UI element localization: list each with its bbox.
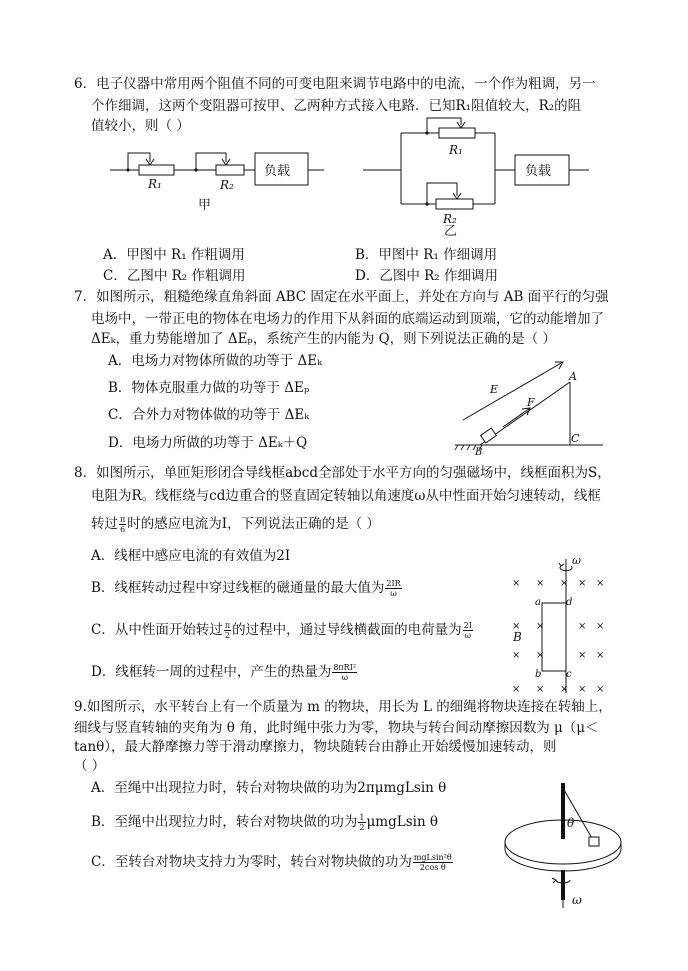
q7-label-b: B	[475, 447, 483, 458]
q9-line-2: 细线与竖直转轴的夹角为 θ 角，此时绳中张力为零，物块与转台间动摩擦因数为 μ（μ＜	[74, 720, 599, 736]
q6-circuit-series	[110, 148, 330, 218]
q6-fig2-load-label: 负载	[525, 164, 552, 179]
svg-text:×: ×	[536, 621, 545, 632]
q9-line-4: （ ）	[74, 758, 106, 774]
q7-option-c: C．合外力对物体做的功等于 ΔEₖ	[108, 407, 310, 423]
q8-option-b: B．线框转动过程中穿过线框的磁通量的最大值为 $\frac{2IR}{\omega}$	[91, 579, 401, 598]
q8-line-2: 电阻为R。线框绕与cd边重合的竖直固定转轴以角速度ω从中性面开始匀速转动，线框	[91, 488, 601, 504]
q9-label-omega: ω	[572, 893, 582, 907]
q7-incline-figure	[455, 360, 605, 460]
svg-text:×: ×	[536, 578, 545, 589]
q8-option-a: A．线框中感应电流的有效值为2I	[91, 548, 291, 564]
q8-option-d: D．线框转一周的过程中，产生的热量为 $\frac{\text{8πRI²}}{\omega}$	[91, 663, 357, 682]
q6-circuit-parallel	[363, 113, 593, 239]
q8-label-d: d	[566, 597, 573, 608]
fraction-2ir-over-omega: $\frac{2IR}{\omega}$	[386, 579, 401, 598]
svg-text:×: ×	[512, 578, 521, 589]
q8-option-c: C．从中性面开始转过 $\frac{\pi}{2}$ 的过程中，通过导线横截面的电荷量为 $\frac{2I}{\omega}$	[91, 621, 472, 640]
svg-text:×: ×	[596, 684, 605, 695]
svg-text:×: ×	[536, 650, 545, 661]
q9-option-a: A．至绳中出现拉力时，转台对物块做的功为2πμmgLsin θ	[91, 780, 447, 796]
q6-option-a: A．甲图中 R₁ 作粗调用	[103, 247, 245, 263]
q6-option-d: D．乙图中 R₂ 作细调用	[355, 268, 498, 284]
q8-label-b-field: B	[513, 630, 522, 644]
q6-option-c: C．乙图中 R₂ 作粗调用	[103, 268, 246, 284]
q6-line-2: 个作细调，这两个变阻器可按甲、乙两种方式接入电路．已知R₁阻值较大，R₂的阻	[91, 98, 582, 114]
q8-line-3: 转过 $\frac{\pi}{6}$ 时的感应电流为I，下列说法正确的是（ ）	[91, 515, 380, 534]
q6-fig2-r1-label: R₁	[449, 143, 463, 157]
svg-text:×: ×	[596, 650, 605, 661]
q7-option-a: A．电场力对物体所做的功等于 ΔEₖ	[108, 353, 323, 369]
svg-text:×: ×	[578, 684, 587, 695]
q6-line-3: 值较小，则（ ）	[91, 118, 190, 134]
q9-option-c: C．至转台对物块支持力为零时，转台对物块做的功为 $\frac{\text{mgLsin²θ}}{\text{2cos θ}}$	[91, 853, 452, 872]
q8-label-b: b	[535, 669, 542, 680]
q6-fig1-load-label: 负载	[264, 164, 291, 179]
svg-text:×: ×	[560, 578, 569, 589]
svg-text:×: ×	[512, 621, 521, 632]
q6-line-1: 6．电子仪器中常用两个阻值不同的可变电阻来调节电路中的电流，一个作为粗调，另一	[74, 76, 596, 92]
q6-option-b: B．甲图中 R₁ 作细调用	[355, 247, 498, 263]
fraction-heat: $\frac{\text{8πRI²}}{\omega}$	[333, 663, 357, 682]
q7-label-f: F	[527, 396, 535, 409]
q9-label-theta: θ	[567, 816, 575, 830]
q6-fig2-r2-label: R₂	[443, 212, 457, 226]
svg-text:×: ×	[578, 578, 587, 589]
q8-label-a: a	[535, 597, 541, 608]
fraction-pi-over-6: $\frac{\pi}{6}$	[120, 515, 126, 534]
q7-label-e: E	[490, 383, 499, 396]
q7-line-2: 电场中，一带正电的物体在电场力的作用下从斜面的底端运动到顶端，它的动能增加了	[91, 311, 604, 327]
q6-fig1-r1-label: R₁	[148, 177, 162, 191]
fraction-2i-over-omega: $\frac{2I}{\omega}$	[463, 621, 472, 640]
q9-line-3: tanθ），最大静摩擦力等于滑动摩擦力，物块随转台由静止开始缓慢加速转动，则	[74, 739, 557, 755]
q8-magnetic-field-figure	[510, 555, 610, 695]
svg-text:×: ×	[512, 650, 521, 661]
q8-line-1: 8．如图所示，单匝矩形闭合导线框abcd全部处于水平方向的匀强磁场中，线框面积为S，	[74, 465, 611, 481]
q7-option-b: B．物体克服重力做的功等于 ΔEₚ	[108, 380, 310, 396]
q6-fig1-r2-label: R₂	[220, 178, 234, 192]
q7-option-d: D．电场力所做的功等于 ΔEₖ＋Q	[108, 435, 308, 451]
q7-line-1: 7．如图所示，粗糙绝缘直角斜面 ABC 固定在水平面上，并处在方向与 AB 面平行的匀强	[74, 289, 609, 305]
svg-text:×: ×	[578, 621, 587, 632]
q8-label-omega: ω	[572, 554, 581, 567]
q9-option-b: B．至绳中出现拉力时，转台对物块做的功为 $\frac{1}{2}$ μmgLsin θ	[91, 813, 439, 832]
svg-text:×: ×	[596, 578, 605, 589]
q7-label-c: C	[571, 432, 580, 445]
q9-line-1: 9.如图所示，水平转台上有一个质量为 m 的物块，用长为 L 的细绳将物块连接在转轴上，	[74, 699, 612, 715]
q7-line-3: ΔEₖ，重力势能增加了 ΔEₚ，系统产生的内能为 Q，则下列说法正确的是（ ）	[91, 331, 556, 347]
svg-text:×: ×	[560, 684, 569, 695]
svg-text:×: ×	[596, 621, 605, 632]
svg-text:×: ×	[512, 684, 521, 695]
q6-fig2-caption: 乙	[444, 224, 458, 239]
q6-fig1-caption: 甲	[198, 198, 212, 213]
svg-text:×: ×	[578, 650, 587, 661]
fraction-work-c: $\frac{\text{mgLsin²θ}}{\text{2cos θ}}$	[413, 853, 452, 872]
q9-turntable-figure	[500, 780, 630, 910]
fraction-pi-over-2: $\frac{\pi}{2}$	[224, 621, 231, 640]
svg-text:×: ×	[536, 684, 545, 695]
fraction-one-half: $\frac{1}{2}$	[359, 813, 365, 832]
field-crosses	[512, 578, 604, 695]
q7-label-a: A	[569, 370, 577, 383]
q8-label-c: c	[566, 669, 572, 680]
